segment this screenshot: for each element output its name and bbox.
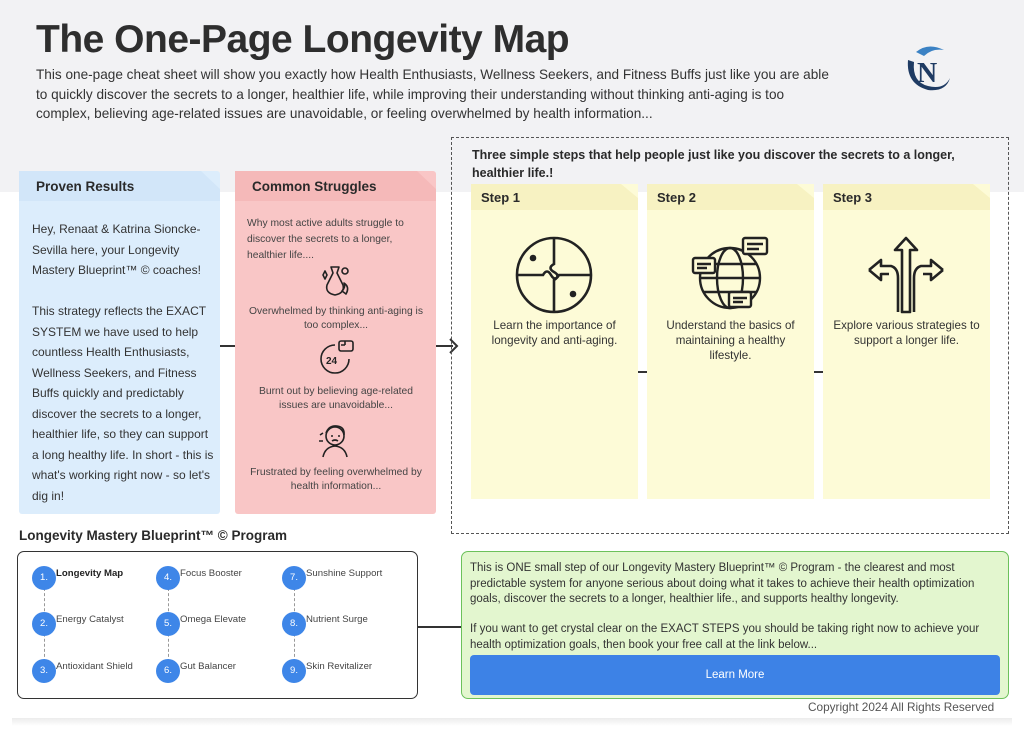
program-number: 5. <box>156 612 180 636</box>
program-label: Sunshine Support <box>306 568 383 579</box>
program-label: Focus Booster <box>180 568 242 579</box>
potion-icon <box>315 261 355 301</box>
program-number: 9. <box>282 659 306 683</box>
globe-chat-icon <box>689 234 771 316</box>
step-label-1: Step 1 <box>481 190 521 205</box>
proven-results-heading: Proven Results <box>36 179 135 194</box>
common-struggles-intro: Why most active adults struggle to discover the secrets to a longer, healthier life.... <box>247 218 404 261</box>
step-desc-2: Understand the basics of maintaining a healthy lifestyle. <box>666 319 795 362</box>
program-box <box>17 551 418 699</box>
connector-line <box>418 626 461 628</box>
cta-text-2: If you want to get crystal clear on the EXACT STEPS you should be taking right now to achieve your health optimization goals, then book your free call at the link below... <box>470 623 980 651</box>
svg-text:24: 24 <box>326 356 338 367</box>
svg-text:N: N <box>917 58 938 89</box>
program-number: 2. <box>32 612 56 636</box>
step-label-2: Step 2 <box>657 190 697 205</box>
24-hour-icon <box>315 339 355 379</box>
cta-text-1: This is ONE small step of our Longevity Mastery Blueprint™ © Program - the clearest and most predictable system for anyone serious about doing what it takes to achieve their health optimization goals, discover the secrets to a longer, healthier life., and supports healthy longevity. <box>470 562 975 606</box>
program-number: 7. <box>282 566 306 590</box>
program-label: Nutrient Surge <box>306 614 368 625</box>
proven-results-body: This strategy reflects the EXACT SYSTEM we have used to help countless Health Enthusiasts, Wellness Seekers, and Fitness Buffs quickly and predictably discover the secrets to a longer, healthier life, so they can support a long healthy life. In short - this is what's working right now - so let's dig in! <box>32 304 214 503</box>
step-card-2 <box>647 184 814 499</box>
program-label: Omega Elevate <box>180 614 247 625</box>
cta-box <box>461 551 1009 699</box>
page-title: The One-Page Longevity Map <box>36 18 570 61</box>
struggle-item-3: Frustrated by feeling overwhelmed by health information... <box>250 467 422 492</box>
puzzle-globe-icon <box>513 234 595 316</box>
program-label: Gut Balancer <box>180 661 236 672</box>
step-desc-3: Explore various strategies to support a longer life. <box>833 319 980 347</box>
steps-title: Three simple steps that help people just like you discover the secrets to a longer, healthier life.! <box>472 148 955 180</box>
common-struggles-card <box>235 171 436 514</box>
program-number: 1. <box>32 566 56 590</box>
program-number: 4. <box>156 566 180 590</box>
step-connector <box>638 371 647 373</box>
footer-shadow <box>12 718 1012 726</box>
proven-results-card <box>19 171 220 514</box>
step-card-1 <box>471 184 638 499</box>
steps-container <box>451 137 1009 534</box>
struggle-item-2: Burnt out by believing age-related issues are unavoidable... <box>259 386 413 411</box>
struggle-item-1: Overwhelmed by thinking anti-aging is too complex... <box>249 306 423 331</box>
stressed-person-icon <box>315 419 355 459</box>
connector-line <box>220 345 235 347</box>
program-label: Antioxidant Shield <box>56 661 133 672</box>
step-desc-1: Learn the importance of longevity and anti-aging. <box>491 319 618 347</box>
n-logo-icon <box>898 40 954 96</box>
program-label: Energy Catalyst <box>56 614 124 625</box>
program-number: 6. <box>156 659 180 683</box>
common-struggles-heading: Common Struggles <box>252 179 377 194</box>
copyright-text: Copyright 2024 All Rights Reserved <box>808 700 995 714</box>
program-label: Skin Revitalizer <box>306 661 373 672</box>
step-card-3 <box>823 184 990 499</box>
branching-arrows-icon <box>865 234 947 316</box>
proven-results-intro: Hey, Renaat & Katrina Sioncke-Sevilla here, your Longevity Mastery Blueprint™ © coaches! <box>32 222 201 277</box>
step-label-3: Step 3 <box>833 190 873 205</box>
program-title: Longevity Mastery Blueprint™ © Program <box>19 528 287 543</box>
page-subtitle: This one-page cheat sheet will show you exactly how Health Enthusiasts, Wellness Seekers, and Fitness Buffs just like you are able to quickly discover the secrets to a longer, healthier life, while improving their understanding without thinking anti-aging is too complex, believing age-related issues are unavoidable, or feeling overwhelmed by health information... <box>36 67 829 121</box>
program-number: 3. <box>32 659 56 683</box>
step-connector <box>814 371 823 373</box>
program-number: 8. <box>282 612 306 636</box>
learn-more-button[interactable]: Learn More <box>470 655 1000 695</box>
program-label: Longevity Map <box>56 568 124 579</box>
